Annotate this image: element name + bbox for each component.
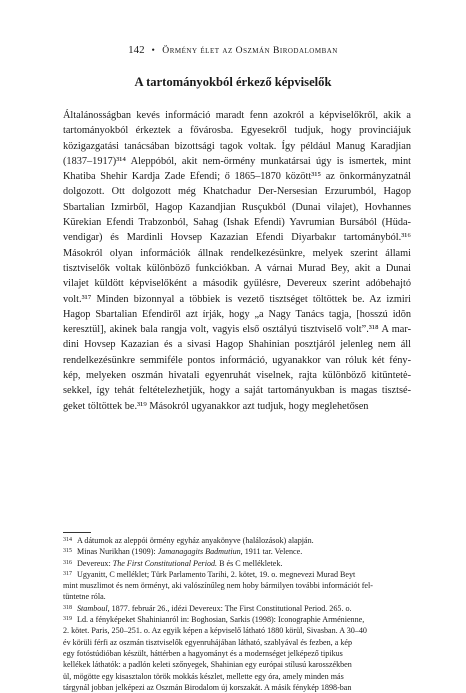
body-line: keresztül], akinek bala rangja volt, vagyis első osztályú tisztviselő volt”.³¹⁸ A mar- — [63, 324, 411, 336]
footnote-text: mint muszlimot és nem örményt, aki valószínűleg nem hoby bármilyen további információt fel- — [63, 581, 373, 591]
footnote-text: tüntetne róla. — [63, 592, 106, 602]
body-line: geket töltöttek be.³¹⁹ Másokról ugyanakkor azt tudjuk, hogy meglehetősen — [63, 400, 369, 412]
body-line: kép, melyeken oszmán hivatali egyenruhát viselnek, rajta különböző kitüntetė- — [63, 370, 411, 382]
footnote-text: Ugyanitt, C melléklet; Türk Parlamento Tarihi, 2. kötet, 19. o. megnevezi Murad Beyt — [77, 569, 356, 579]
body-line: volt.³¹⁷ Minden bizonnyal a többiek is vezető tisztséget töltöttek be. Az izmiri — [63, 293, 411, 305]
footnotes — [63, 535, 411, 693]
footnote-text: 2. kötet. Paris, 250–251. o. Az egyik képen a képviselő látható 1880 körül, Sivasban. A 30–40 — [63, 626, 367, 636]
footnote-line — [63, 659, 411, 670]
footnote-text: A dátumok az aleppói örmény egyház anyakönyve (halálozások) alapján. — [77, 536, 314, 545]
section-title: A tartományokból érkező képviselők — [134, 75, 332, 89]
body-line: dolgozott. Ott dolgozott még Khatchadur Der-Nersesian Erzurumból, Hagop — [63, 186, 411, 198]
footnote-line — [63, 580, 411, 591]
body-line: dini Hovsep Kazazian és a sivasi Hagop Shahinian posztjáról jelenleg nem áll — [63, 339, 411, 351]
footnote-italic-title: Stamboul, — [77, 603, 110, 613]
footnote-line — [63, 671, 411, 682]
body-line: vilajet küldött képviselőként a második gyűlésre, Devereux szerint adóbehajtó — [63, 278, 411, 290]
footnote-rule — [63, 532, 91, 533]
footnote — [63, 535, 411, 546]
footnote-italic-title: The First Constitutional Period. — [112, 558, 218, 568]
footnote-italic-title: Jamanagagits Badmutiun, — [157, 547, 243, 557]
body-line: tisztviselők voltak különböző funkciókban. A várnai Murad Bey, akit a Dunai — [63, 262, 411, 274]
body-line: Általánosságban kevés információ maradt fenn azokról a képviselőkről, akik a — [63, 110, 411, 121]
footnote-text: év körüli férfi az oszmán tisztviselők egyenruhájában látható, szablyával és fezben, a kép — [63, 637, 353, 647]
page-number: 142 — [128, 44, 145, 56]
body-line: sekkel, így tehát feltételezhetjük, hogy a saját tartományukban is magas tisztsé- — [63, 385, 411, 397]
footnote-line — [63, 648, 411, 659]
footnote-number: 318 — [63, 604, 72, 611]
footnote — [63, 603, 411, 614]
body-line: Khatiba Shehir Kardja Zade Efendi; ő 1865–1870 között³¹⁵ az önkormányzatnál — [63, 171, 411, 183]
footnote-text: Devereux: — [77, 558, 113, 568]
footnote-text: B és C mellékletek. — [217, 558, 283, 568]
footnote-line — [63, 569, 411, 580]
footnote-text: tárgynál jobban jelképezi az Oszmán Birodalom új korszakát. A másik fénykép 1898-ban — [63, 682, 352, 692]
body-line: Másokról olyan információk állnak rendelkezésünkre, melyek szerint állami — [63, 247, 411, 259]
footnote-text: 1877. február 26., idézi Devereux: The First Constitutional Period. 265. o. — [109, 603, 352, 613]
footnote-text: kellékek láthatók: a padlón keleti szőnyegek, Shahinian egy európai stílusú karosszékben — [63, 660, 352, 670]
footnote-text: ül, mögötte egy kisasztalon török mokkás készlet, mellette egy óra, amely minden más — [63, 671, 344, 681]
footnote-number: 314 — [63, 537, 72, 543]
footnote-text: egy fotóstúdióban készült, háttérben a hagyományt és a modernséget jelképező tipikus — [63, 648, 343, 658]
footnote-text: Ld. a fényképeket Shahinianról in: Boghosian, Sarkis (1998): Iconographie Arménienne, — [77, 615, 365, 625]
footnote-line — [63, 637, 411, 648]
footnote-line — [63, 625, 411, 636]
body-paragraph — [63, 108, 411, 414]
footnote — [63, 546, 411, 557]
footnote-line — [63, 614, 411, 625]
footnote-line — [63, 682, 411, 693]
running-header — [0, 44, 466, 56]
body-line: Sbartalian Izmirből, Hagop Kazandjian Rusçukból (Dunai vilajet), Hovhannes — [63, 201, 411, 213]
body-line: vendigar) és Mardinli Hovsep Kazazian Efendi Diyarbakır tartományból.³¹⁶ — [63, 232, 411, 244]
body-line: Hagop Sbartalian Efendiről azt írják, hogy „a Nagy Tanács tagja, [hosszú idõn — [63, 308, 411, 320]
running-title: Örmény élet az Oszmán Birodalomban — [162, 45, 338, 56]
footnote-line — [63, 591, 411, 602]
footnote-number: 315 — [63, 548, 72, 555]
footnote-number: 319 — [63, 616, 72, 623]
footnote-text: 1911 tar. Velence. — [242, 547, 303, 557]
body-line: rendelkezésünkre semmiféle pontos információ, ugyanakkor van róluk két fény- — [63, 354, 411, 366]
body-line: (1837–1917)³¹⁴ Aleppóból, akit nem-örmény munkatársai úgy is ismertek, mint — [63, 155, 411, 167]
body-line: Kürekian Efendi Trabzonból, Sahag (Ishak Efendi) Yavrumian Bursából (Hüda- — [63, 217, 411, 229]
footnote — [63, 558, 411, 569]
footnote-number: 316 — [63, 559, 72, 566]
footnote-text: Minas Nurikhan (1909): — [77, 547, 158, 557]
body-line: közigazgatási tanácsában bizottsági tagok voltak. Így például Manug Karadjian — [63, 140, 411, 152]
footnote-number: 317 — [63, 570, 72, 577]
header-separator: • — [151, 45, 156, 56]
body-line: tartományokból érkeztek a fővárosba. Egyesekről tudjuk, hogy provinciájuk — [63, 125, 411, 137]
